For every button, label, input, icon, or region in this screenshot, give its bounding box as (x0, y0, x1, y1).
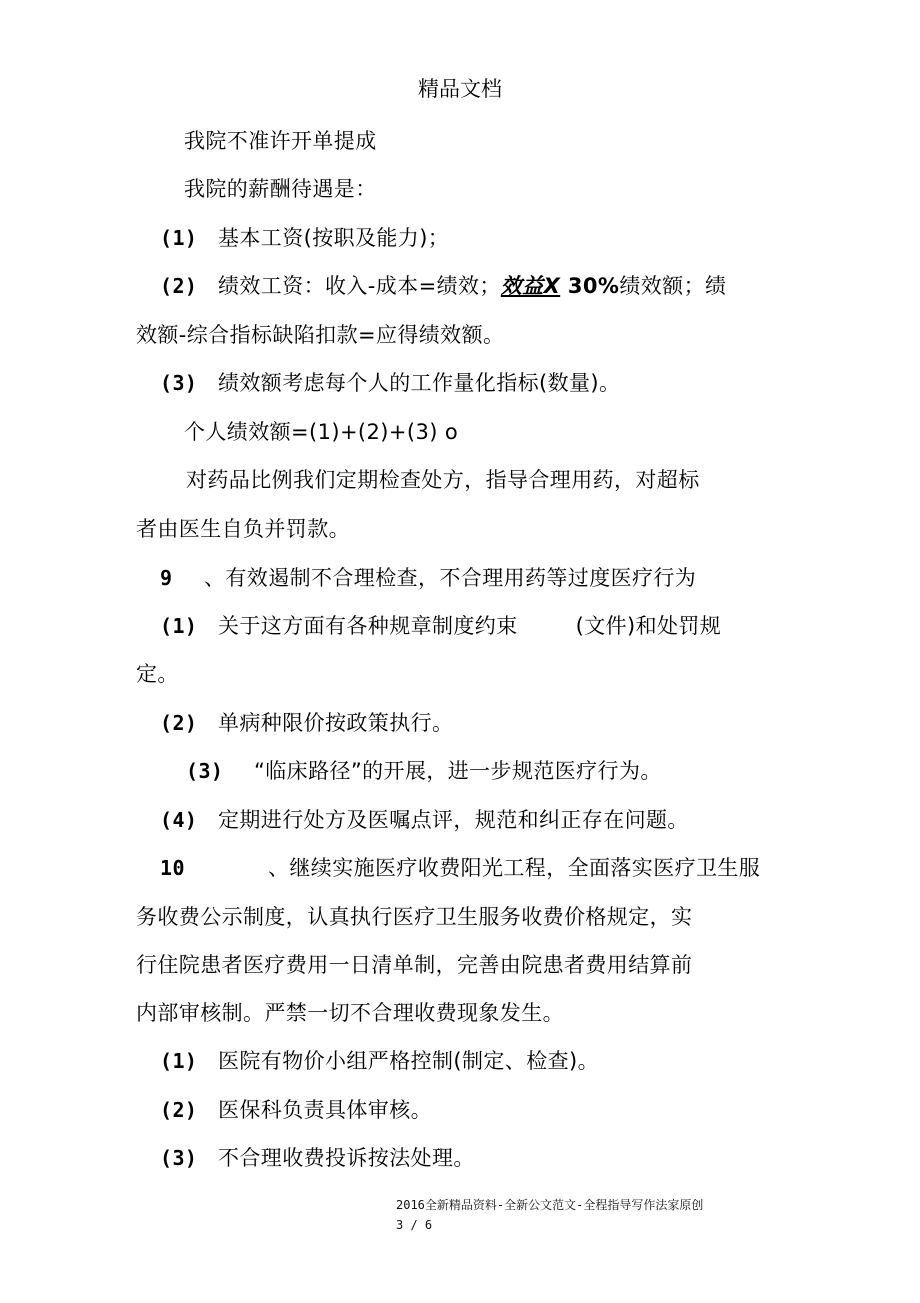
list-item-prescription-review (160, 806, 689, 834)
list-number: (4) (160, 808, 198, 832)
list-item-text: 基本工资(按职及能力)； (218, 226, 450, 250)
paragraph-drug-ratio: 对药品比例我们定期检查处方，指导合理用药，对超标 (186, 468, 700, 492)
paragraph-continuation: 行住院患者医疗费用一日清单制，完善由院患者费用结算前 (136, 953, 693, 977)
list-number: (2) (160, 1098, 198, 1122)
section-title: 、继续实施医疗收费阳光工程，全面落实医疗卫生服 (268, 856, 761, 880)
list-item-text: 医院有物价小组严格控制(制定、检查)。 (218, 1049, 599, 1073)
list-number: (1) (160, 1049, 198, 1073)
list-item-price-group (160, 1047, 599, 1075)
list-item-workload (160, 369, 620, 397)
list-number: (3) (186, 759, 224, 783)
list-item-text: 医保科负责具体审核。 (218, 1098, 432, 1122)
footer-source-text: 2016全新精品资料-全新公文范文-全程指导写作法家原创 (396, 1198, 704, 1212)
list-number: (3) (160, 371, 198, 395)
page-header-title: 精品文档 (418, 77, 502, 101)
formula-line: 个人绩效额=(1)+(2)+(3) o (184, 420, 459, 444)
list-item-text: 单病种限价按政策执行。 (218, 711, 454, 735)
paragraph-continuation: 者由医生自负并罚款。 (136, 517, 350, 541)
list-item-text: “临床路径”的开展，进一步规范医疗行为。 (254, 759, 662, 783)
section-heading-10 (160, 854, 760, 882)
list-item-basic-wage (160, 224, 449, 252)
list-item-text: 不合理收费投诉按法处理。 (218, 1146, 475, 1170)
list-number: (3) (160, 1146, 198, 1170)
list-number: (2) (160, 711, 198, 735)
percentage-text: 30% (560, 274, 620, 298)
list-item-complaints (160, 1144, 475, 1172)
paragraph-continuation: 定。 (136, 662, 179, 686)
emphasis-text: 效益X (500, 274, 561, 298)
section-number: 9 (160, 566, 173, 590)
paragraph-salary-intro: 我院的薪酬待遇是： (184, 177, 377, 201)
section-heading-9 (160, 564, 696, 592)
list-item-insurance-review (160, 1096, 432, 1124)
paragraph-continuation: 内部审核制。严禁一切不合理收费现象发生。 (136, 1001, 564, 1025)
footer-page-number: 3 / 6 (396, 1218, 433, 1232)
list-item-text: 定期进行处方及医嘱点评，规范和纠正存在问题。 (218, 808, 689, 832)
list-item-price-limit (160, 709, 453, 737)
list-item-regulations (160, 612, 721, 640)
list-item-text: 关于这方面有各种规章制度约束 (218, 614, 518, 638)
list-item-text: 绩效工资：收入-成本=绩效； (218, 274, 501, 298)
section-title: 、有效遏制不合理检查，不合理用药等过度医疗行为 (204, 566, 697, 590)
list-item-clinical-pathway (186, 757, 662, 785)
list-item-text-tail: (文件)和处罚规 (575, 614, 722, 638)
list-item-performance-wage (160, 272, 726, 300)
list-number: (1) (160, 226, 198, 250)
paragraph-continuation: 务收费公示制度，认真执行医疗卫生服务收费价格规定，实 (136, 905, 693, 929)
section-number: 10 (160, 856, 185, 880)
list-item-text-tail: 绩效额；绩 (619, 274, 727, 298)
list-number: (2) (160, 274, 198, 298)
paragraph-no-commission: 我院不准许开单提成 (184, 129, 377, 153)
list-number: (1) (160, 614, 198, 638)
paragraph-continuation: 效额-综合指标缺陷扣款=应得绩效额。 (136, 323, 505, 347)
list-item-text: 绩效额考虑每个人的工作量化指标(数量)。 (218, 371, 621, 395)
